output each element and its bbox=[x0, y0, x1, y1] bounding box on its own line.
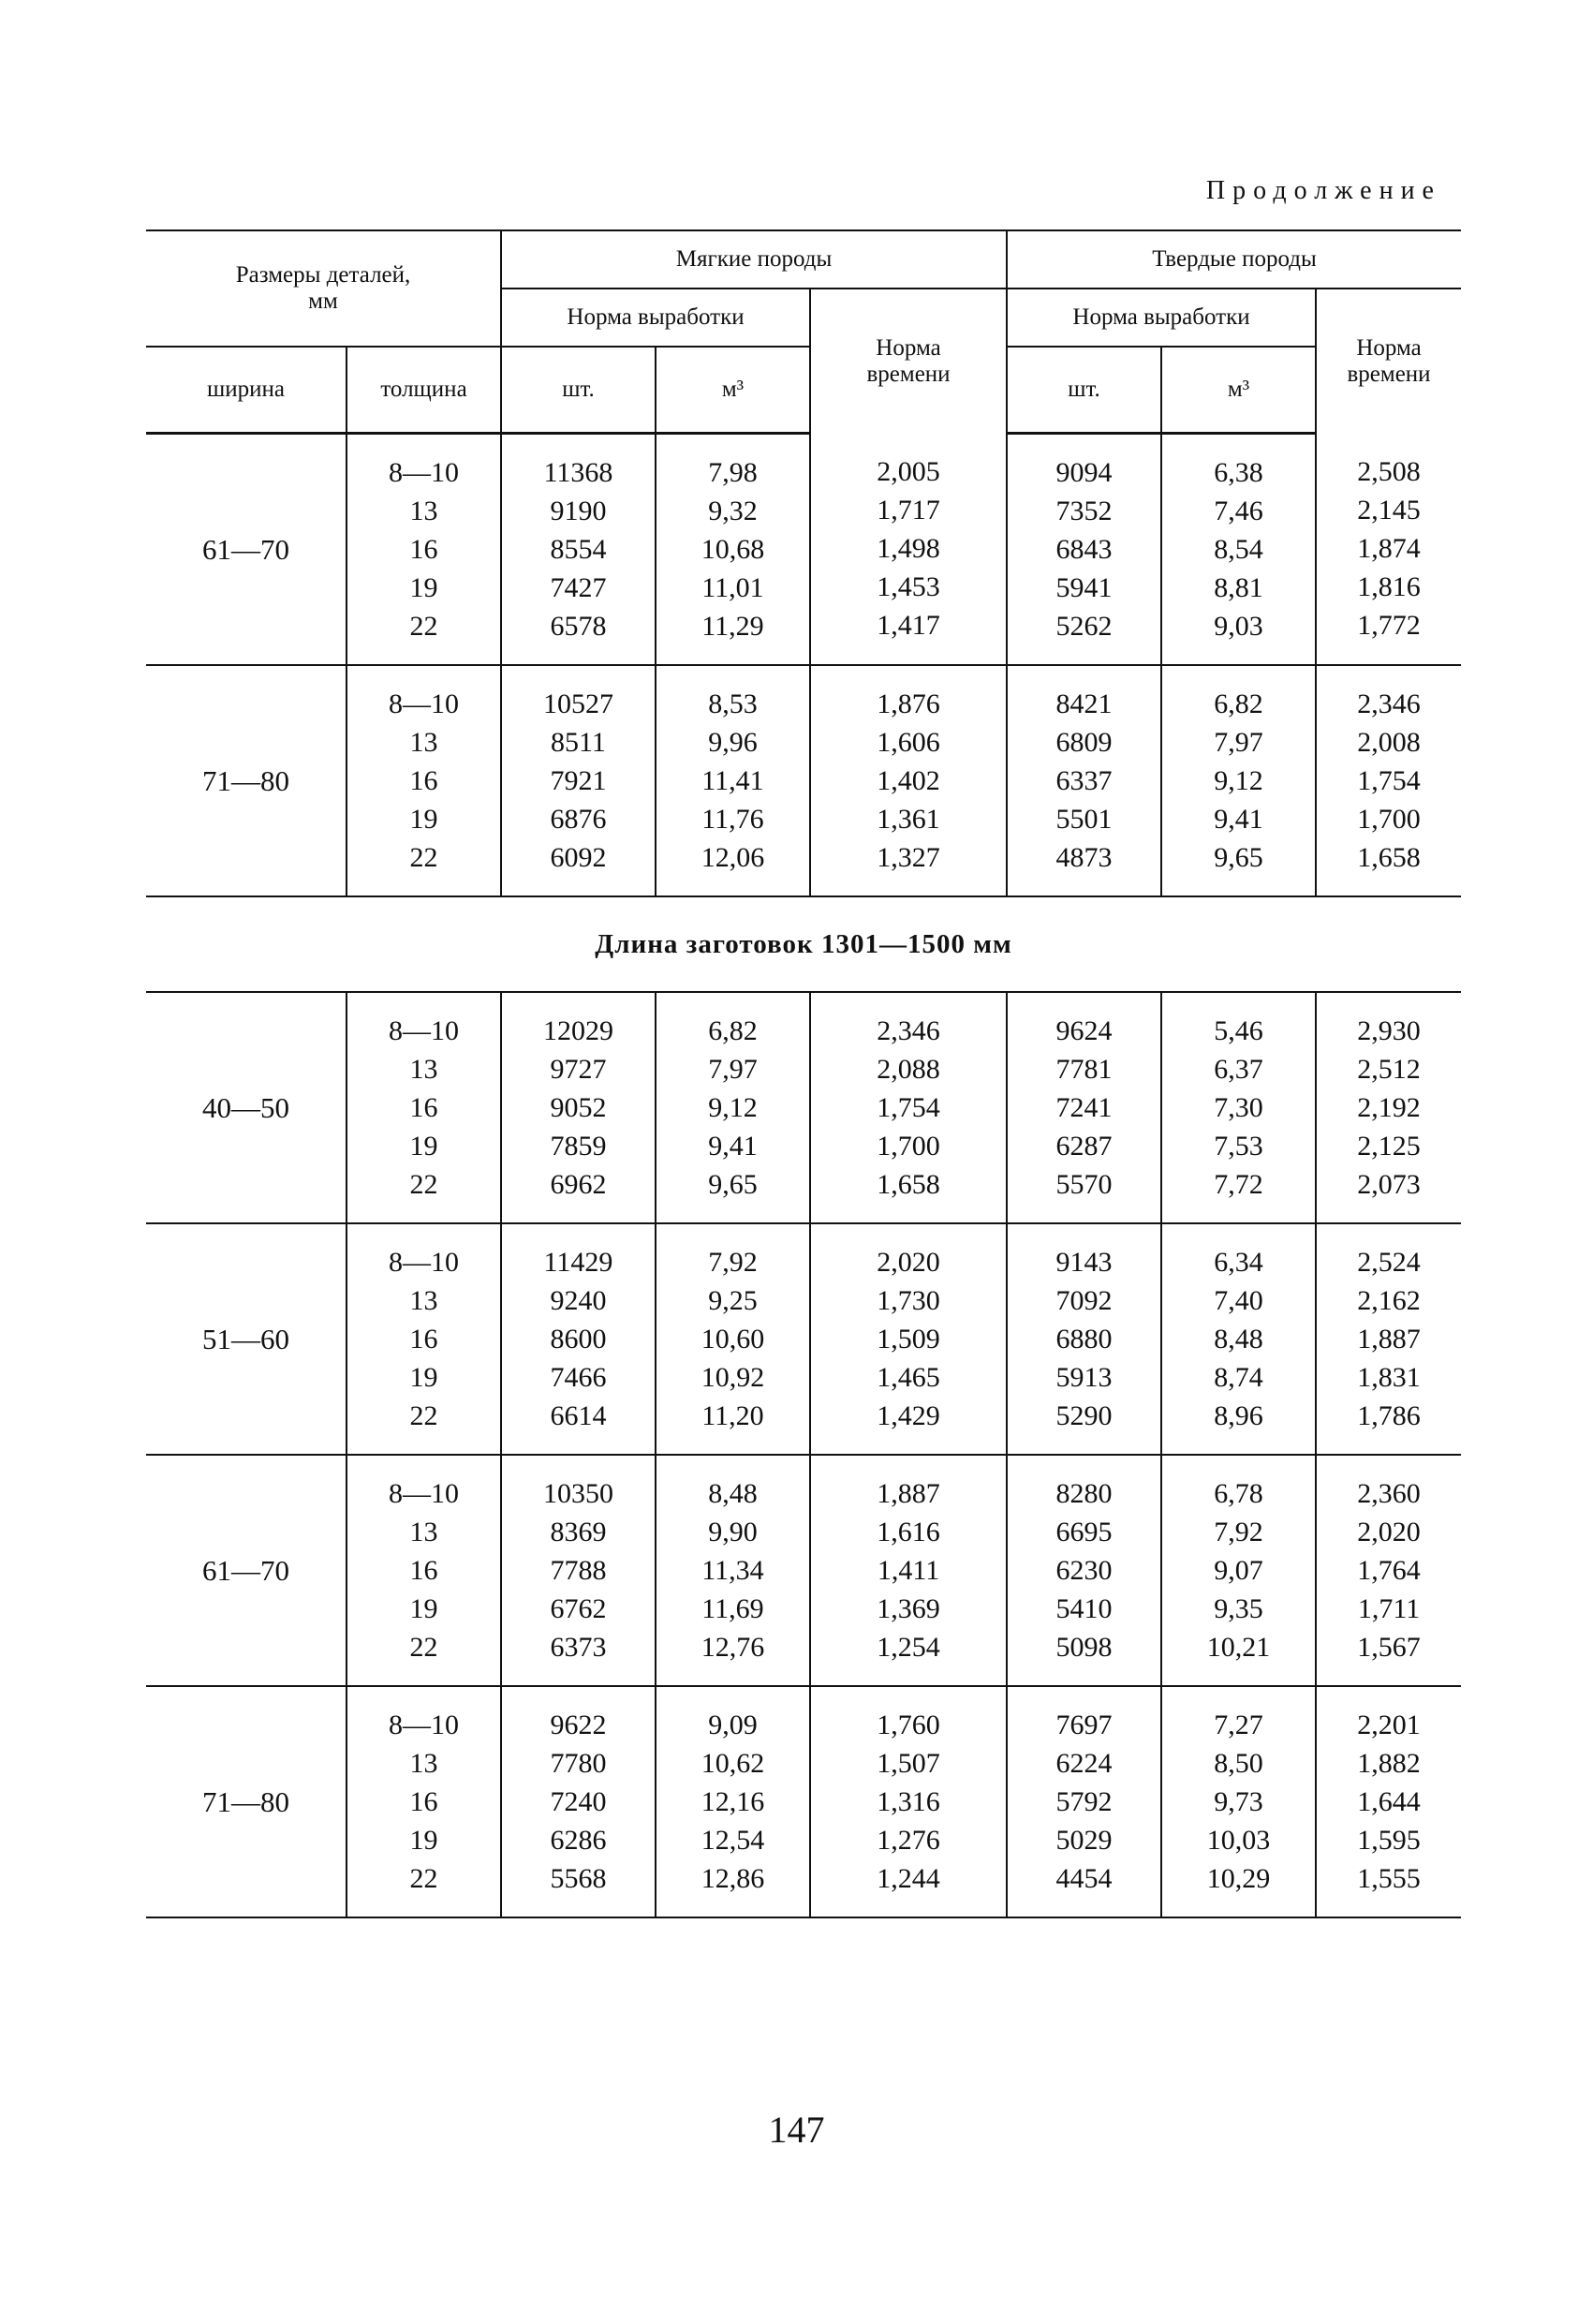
header-soft-pieces: шт. bbox=[501, 347, 656, 434]
thickness-values: 8—10 13 16 19 22 bbox=[347, 1455, 501, 1686]
hard-pieces-values: 7697 6224 5792 5029 4454 bbox=[1007, 1686, 1161, 1917]
soft-time-values: 2,005 1,717 1,498 1,453 1,417 bbox=[810, 434, 1007, 666]
table-row bbox=[146, 665, 1461, 896]
header-soft-cubic: м³ bbox=[656, 347, 810, 434]
soft-pieces-values: 9622 7780 7240 6286 5568 bbox=[501, 1686, 656, 1917]
soft-cubic-values: 6,82 7,97 9,12 9,41 9,65 bbox=[656, 992, 810, 1223]
soft-cubic-values: 9,09 10,62 12,16 12,54 12,86 bbox=[656, 1686, 810, 1917]
table-group bbox=[146, 1455, 1461, 1686]
width-range: 40—50 bbox=[146, 992, 347, 1223]
thickness-values: 8—10 13 16 19 22 bbox=[347, 434, 501, 666]
header-soft-woods: Мягкие породы bbox=[501, 230, 1007, 289]
soft-pieces-values: 12029 9727 9052 7859 6962 bbox=[501, 992, 656, 1223]
soft-cubic-values: 7,98 9,32 10,68 11,01 11,29 bbox=[656, 434, 810, 666]
soft-cubic-values: 7,92 9,25 10,60 10,92 11,20 bbox=[656, 1223, 810, 1455]
table-row bbox=[146, 1686, 1461, 1917]
soft-cubic-values: 8,48 9,90 11,34 11,69 12,76 bbox=[656, 1455, 810, 1686]
hard-pieces-values: 9143 7092 6880 5913 5290 bbox=[1007, 1223, 1161, 1455]
header-sizes: Размеры деталей, мм bbox=[146, 230, 501, 347]
thickness-values: 8—10 13 16 19 22 bbox=[347, 1686, 501, 1917]
header-soft-time-norm: Норма времени bbox=[810, 289, 1007, 434]
header-hard-woods: Твердые породы bbox=[1007, 230, 1461, 289]
table-header bbox=[146, 230, 1461, 434]
hard-time-values: 2,346 2,008 1,754 1,700 1,658 bbox=[1357, 688, 1421, 873]
table-group bbox=[146, 1223, 1461, 1455]
hard-time-values: 2,524 2,162 1,887 1,831 1,786 bbox=[1357, 1247, 1421, 1431]
header-hard-time-norm: Норма времени bbox=[1347, 334, 1431, 387]
soft-time-values: 2,020 1,730 1,509 1,465 1,429 bbox=[810, 1223, 1007, 1455]
hard-pieces-values: 9624 7781 7241 6287 5570 bbox=[1007, 992, 1161, 1223]
page-number: 147 bbox=[768, 2109, 825, 2151]
section-header bbox=[146, 896, 1461, 992]
hard-pieces-values: 8280 6695 6230 5410 5098 bbox=[1007, 1455, 1161, 1686]
hard-time-values: 2,360 2,020 1,764 1,711 1,567 bbox=[1357, 1478, 1421, 1663]
hard-cubic-values: 6,34 7,40 8,48 8,74 8,96 bbox=[1161, 1223, 1316, 1455]
width-range: 71—80 bbox=[146, 665, 347, 896]
table-group bbox=[146, 992, 1461, 1223]
soft-time-values: 1,887 1,616 1,411 1,369 1,254 bbox=[810, 1455, 1007, 1686]
hard-cubic-values: 6,38 7,46 8,54 8,81 9,03 bbox=[1161, 434, 1316, 666]
thickness-values: 8—10 13 16 19 22 bbox=[347, 665, 501, 896]
width-range: 51—60 bbox=[146, 1223, 347, 1455]
header-hard-pieces: шт. bbox=[1007, 347, 1161, 434]
header-soft-output-norm: Норма выработки bbox=[501, 289, 810, 347]
soft-pieces-values: 11429 9240 8600 7466 6614 bbox=[501, 1223, 656, 1455]
soft-pieces-values: 11368 9190 8554 7427 6578 bbox=[501, 434, 656, 666]
table-row bbox=[146, 1455, 1461, 1686]
soft-pieces-values: 10527 8511 7921 6876 6092 bbox=[501, 665, 656, 896]
section-title: Длина заготовок 1301—1500 мм bbox=[146, 896, 1461, 992]
header-hard-output-norm: Норма выработки bbox=[1007, 289, 1316, 347]
hard-time-values: 2,930 2,512 2,192 2,125 2,073 bbox=[1357, 1015, 1421, 1200]
hard-cubic-values: 6,82 7,97 9,12 9,41 9,65 bbox=[1161, 665, 1316, 896]
table-group bbox=[146, 665, 1461, 896]
hard-cubic-values: 7,27 8,50 9,73 10,03 10,29 bbox=[1161, 1686, 1316, 1917]
width-range: 61—70 bbox=[146, 434, 347, 666]
soft-time-values: 1,876 1,606 1,402 1,361 1,327 bbox=[810, 665, 1007, 896]
soft-time-values: 1,760 1,507 1,316 1,276 1,244 bbox=[810, 1686, 1007, 1917]
soft-cubic-values: 8,53 9,96 11,41 11,76 12,06 bbox=[656, 665, 810, 896]
table-row bbox=[146, 992, 1461, 1223]
header-hard-cubic: м³ bbox=[1161, 347, 1316, 434]
continued-label: Продолжение bbox=[1205, 176, 1441, 205]
hard-cubic-values: 6,78 7,92 9,07 9,35 10,21 bbox=[1161, 1455, 1316, 1686]
thickness-values: 8—10 13 16 19 22 bbox=[347, 992, 501, 1223]
width-range: 71—80 bbox=[146, 1686, 347, 1917]
thickness-values: 8—10 13 16 19 22 bbox=[347, 1223, 501, 1455]
table-row bbox=[146, 434, 1461, 666]
soft-pieces-values: 10350 8369 7788 6762 6373 bbox=[501, 1455, 656, 1686]
hard-time-values: 2,508 2,145 1,874 1,816 1,772 bbox=[1357, 456, 1421, 642]
table-row bbox=[146, 1223, 1461, 1455]
hard-pieces-values: 9094 7352 6843 5941 5262 bbox=[1007, 434, 1161, 666]
header-width: ширина bbox=[146, 347, 347, 434]
header-thickness: толщина bbox=[347, 347, 501, 434]
table-group bbox=[146, 434, 1461, 666]
table-group bbox=[146, 1686, 1461, 1917]
hard-time-values: 2,201 1,882 1,644 1,595 1,555 bbox=[1357, 1710, 1421, 1894]
production-norms-table bbox=[146, 229, 1461, 1918]
width-range: 61—70 bbox=[146, 1455, 347, 1686]
section-row bbox=[146, 896, 1461, 992]
soft-time-values: 2,346 2,088 1,754 1,700 1,658 bbox=[810, 992, 1007, 1223]
hard-cubic-values: 5,46 6,37 7,30 7,53 7,72 bbox=[1161, 992, 1316, 1223]
hard-pieces-values: 8421 6809 6337 5501 4873 bbox=[1007, 665, 1161, 896]
